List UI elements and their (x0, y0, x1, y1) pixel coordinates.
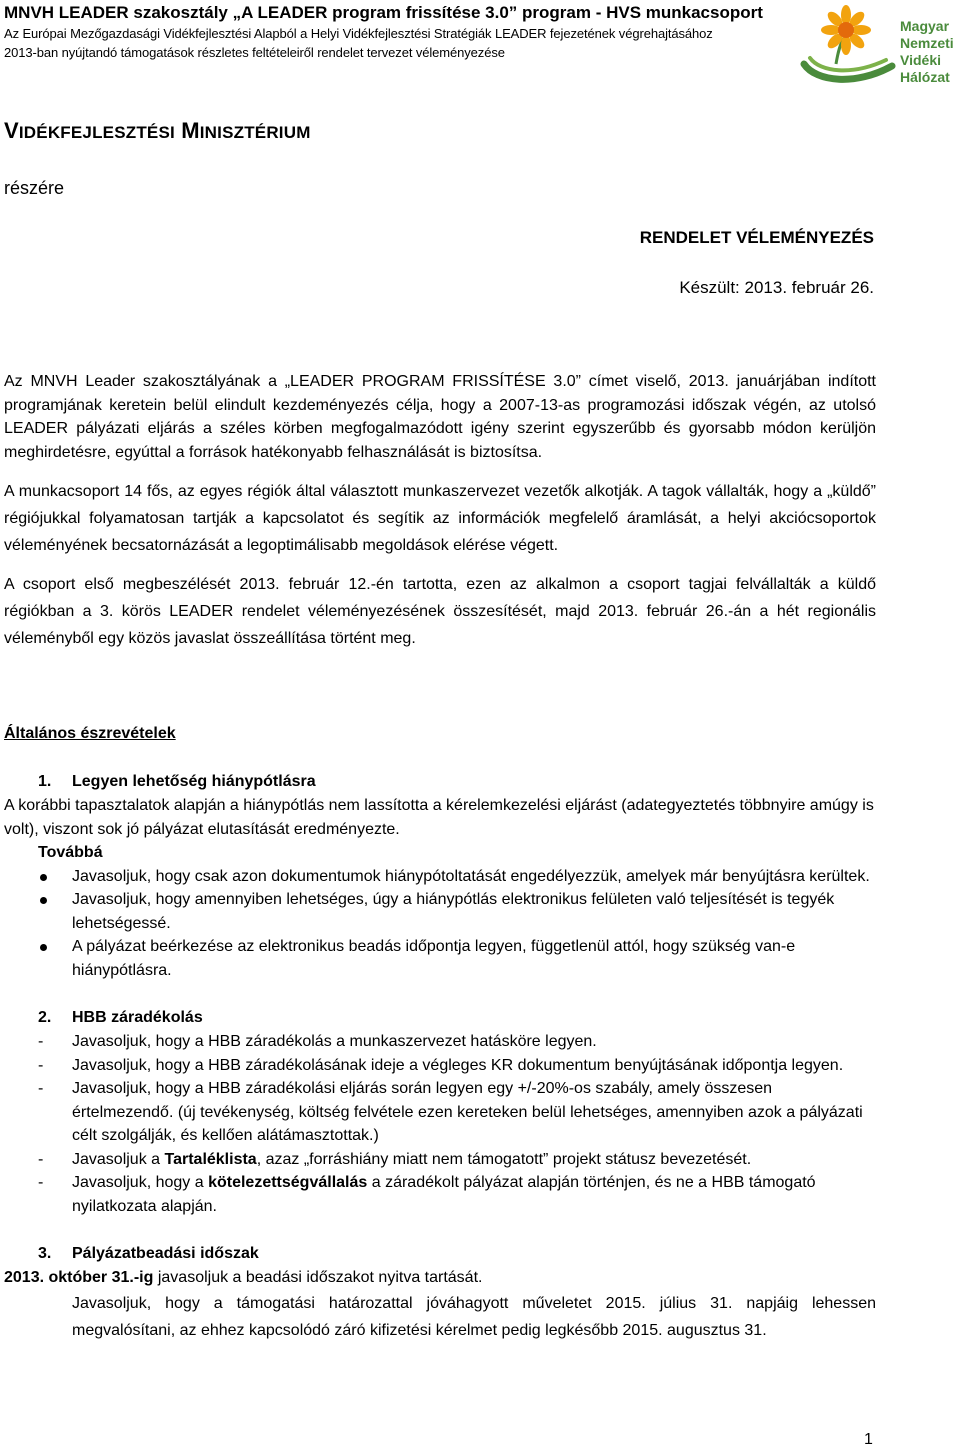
list-item-text: Javasoljuk, hogy a HBB záradékolási eljárás során legyen egy +/-20%-os szabály, amely összesen értelmezendő. (új tevékenység, költség felvétele ezen kereteken belül lehetséges, amennyiben azok a pályázati célt szolgálják, és kellően alátámasztottak.) (72, 1080, 863, 1145)
dash-marker: - (38, 1056, 44, 1074)
document-body (4, 370, 876, 1344)
list-item (4, 1171, 876, 1218)
first-meeting-paragraph: A csoport első megbeszélését 2013. február 12.-én tartotta, ezen az alkalmon a csoport tagjai felvállalták a küldő régiókban a 3. körös LEADER rendelet véleményezésének összesítését, majd 2013. február 26.-án a hét regionális véleményből egy közös javaslat összeállítása történt meg. (4, 576, 876, 648)
mnvh-logo (796, 4, 958, 88)
dash-marker: - (38, 1150, 44, 1168)
list-item (4, 1148, 876, 1172)
section-title: Pályázatbeadási időszak (72, 1245, 259, 1263)
list-item: Javasoljuk, hogy amennyiben lehetséges, úgy a hiánypótlás elektronikus felületen való teljesítését is tegyék lehetségessé. (4, 888, 876, 935)
list-item-text: Javasoljuk, hogy a HBB záradékolás a munkaszervezet hatásköre legyen. (72, 1033, 597, 1051)
section-3-deadline-line (4, 1266, 876, 1290)
section-title: Legyen lehetőség hiánypótlásra (72, 773, 316, 791)
logo-line: Hálózat (900, 69, 950, 85)
document-type: RENDELET VÉLEMÉNYEZÉS (639, 228, 874, 247)
logo-line: Magyar (900, 18, 950, 34)
ministry-word-2: INISZTÉRIUM (199, 123, 311, 142)
list-item-text: a záradékolt pályázat alapján történjen, és ne a HBB támogató nyilatkozata alapján. (72, 1174, 816, 1215)
section-1-subheading: Továbbá (38, 844, 103, 862)
logo-line: Nemzeti (900, 35, 954, 51)
section-1-bullet-list (4, 865, 876, 983)
intro-paragraph: Az MNVH Leader szakosztályának a „LEADER PROGRAM FRISSÍTÉSE 3.0” címet viselő, 2013. januárjában indított programjának keretein belül elindult kezdeményezés célja, hogy a 2007-13-as programozási időszak végén, az utolsó LEADER pályázati eljárás a széles körben megfogalmazódott igény szerint egyszerűbb és gyorsabb módon kerüljön meghirdetésre, egyúttal a források hatékonyabb felhasználását is biztosítsa. (4, 373, 876, 461)
list-item (4, 1077, 876, 1148)
section-2-heading (4, 1006, 876, 1030)
list-item (4, 1054, 876, 1078)
ministry-initial: M (181, 118, 200, 143)
section-number: 2. (38, 1009, 52, 1027)
section-title: HBB záradékolás (72, 1009, 203, 1027)
deadline-text: javasoljuk a beadási időszakot nyitva tartását. (153, 1269, 483, 1287)
section-3-paragraph: Javasoljuk, hogy a támogatási határozattal jóváhagyott műveletet 2015. július 31. napjáig lehessen megvalósítani, az ehhez kapcsolódó záró kifizetési kérelmet pedig legkésőbb 2015. augusztus 31. (72, 1294, 876, 1339)
header-subtitle-line-2: 2013-ban nyújtandó támogatások részletes feltételeiről rendelet tervezet véleményezése (4, 45, 505, 60)
addressee-label: részére (4, 178, 65, 198)
list-item-text: Javasoljuk, hogy a HBB záradékolásának ideje a végleges KR dokumentum benyújtásának időpontja legyen. (72, 1056, 844, 1074)
dash-marker: - (38, 1174, 44, 1192)
logo-line: Vidéki (900, 52, 941, 68)
sunflower-logo-icon (796, 4, 900, 88)
logo-wordmark (900, 18, 954, 86)
section-1-heading (4, 770, 876, 794)
addressee-ministry (4, 116, 311, 148)
list-item-text: Javasoljuk a (72, 1150, 165, 1168)
document-header (4, 2, 804, 62)
section-3-heading (4, 1242, 876, 1266)
section-2-dash-list (4, 1030, 876, 1218)
header-title: MNVH LEADER szakosztály „A LEADER program frissítése 3.0” program - HVS munkacsoport (4, 3, 763, 22)
list-item (4, 1030, 876, 1054)
general-remarks-heading: Általános észrevételek (4, 725, 176, 743)
header-subtitle-line-1: Az Európai Mezőgazdasági Vidékfejlesztési Alapból a Helyi Vidékfejlesztési Stratégiák LEADER fejezetének végrehajtásához (4, 26, 713, 41)
dash-marker: - (38, 1080, 44, 1098)
list-item-emphasis: kötelezettségvállalás (208, 1174, 368, 1192)
list-item-text: , azaz „forráshiány miatt nem támogatott” projekt státusz bevezetését. (256, 1150, 752, 1168)
list-item-emphasis: Tartaléklista (164, 1150, 257, 1168)
dash-marker: - (38, 1033, 44, 1051)
ministry-word-1: IDÉKFEJLESZTÉSI (18, 123, 175, 142)
list-item-text: Javasoljuk, hogy a (72, 1174, 209, 1192)
page-number: 1 (864, 1431, 873, 1448)
deadline-date: 2013. október 31.-ig (4, 1269, 154, 1287)
section-1-paragraph: A korábbi tapasztalatok alapján a hiánypótlás nem lassította a kérelemkezelési eljárást (adategyeztetés többnyire amúgy is volt), viszont sok jó pályázat elutasítását eredményezte. (4, 797, 874, 838)
list-item: Javasoljuk, hogy csak azon dokumentumok hiánypótoltatását engedélyezzük, amelyek már benyújtásra kerültek. (4, 865, 876, 889)
list-item: A pályázat beérkezése az elektronikus beadás időpontja legyen, függetlenül attól, hogy szükség van-e hiánypótlásra. (4, 935, 876, 982)
section-number: 1. (38, 773, 52, 791)
section-number: 3. (38, 1245, 52, 1263)
workgroup-paragraph: A munkacsoport 14 fős, az egyes régiók által választott munkaszervezet vezetők alkotják. A tagok vállalták, hogy a „küldő” régiójukkal folyamatosan tartják a kapcsolatot és segítik az információk megfelelő áramlását, a helyi akciócsoportok véleményének becsatornázását a legoptimálisabb megoldások elérése végett. (4, 483, 876, 555)
ministry-initial: V (4, 118, 19, 143)
document-date: Készült: 2013. február 26. (679, 278, 874, 297)
